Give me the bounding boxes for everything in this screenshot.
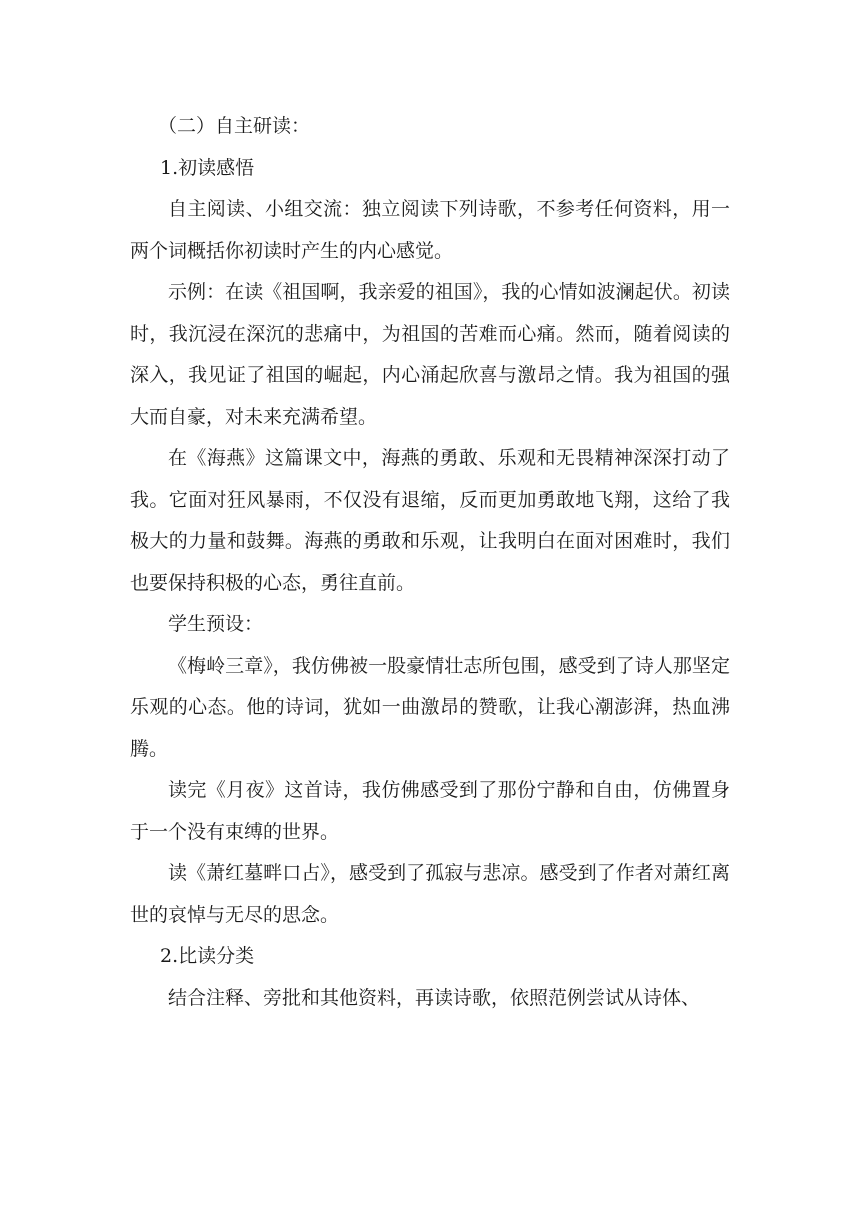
paragraph-instructions: 自主阅读、小组交流：独立阅读下列诗歌，不参考任何资料，用一两个词概括你初读时产生的内心感觉。 bbox=[130, 198, 730, 262]
paragraph-compare: 结合注释、旁批和其他资料，再读诗歌，依照范例尝试从诗体、 bbox=[168, 986, 701, 1009]
paragraph-haiyan: 在《海燕》这篇课文中，海燕的勇敢、乐观和无畏精神深深打动了我。它面对狂风暴雨，不仅没有退缩，反而更加勇敢地飞翔，这给了我极大的力量和鼓舞。海燕的勇敢和乐观，让我明白在面对困难时，我们也要保持积极的心态，勇往直前。 bbox=[130, 447, 730, 594]
document-body bbox=[130, 106, 730, 1019]
subsection-title-2: 2.比读分类 bbox=[160, 945, 255, 967]
paragraph-xiaohong: 读《萧红墓畔口占》，感受到了孤寂与悲凉。感受到了作者对萧红离世的哀悼与无尽的思念。 bbox=[130, 862, 730, 926]
subsection-title-1: 1.初读感悟 bbox=[160, 156, 255, 179]
paragraph-yueye: 读完《月夜》这首诗，我仿佛感受到了那份宁静和自由，仿佛置身于一个没有束缚的世界。 bbox=[130, 779, 730, 843]
paragraph-example: 示例：在读《祖国啊，我亲爱的祖国》，我的心情如波澜起伏。初读时，我沉浸在深沉的悲痛中，为祖国的苦难而心痛。然而，随着阅读的深入，我见证了祖国的崛起，内心涌起欣喜与激昂之情。我为祖国的强大而自豪，对未来充满希望。 bbox=[130, 281, 730, 428]
paragraph-student-preset: 学生预设： bbox=[168, 613, 264, 635]
paragraph-meiling: 《梅岭三章》，我仿佛被一股豪情壮志所包围，感受到了诗人那坚定乐观的心态。他的诗词，犹如一曲激昂的赞歌，让我心潮澎湃，热血沸腾。 bbox=[130, 654, 730, 760]
section-heading: （二）自主研读： bbox=[158, 115, 311, 137]
